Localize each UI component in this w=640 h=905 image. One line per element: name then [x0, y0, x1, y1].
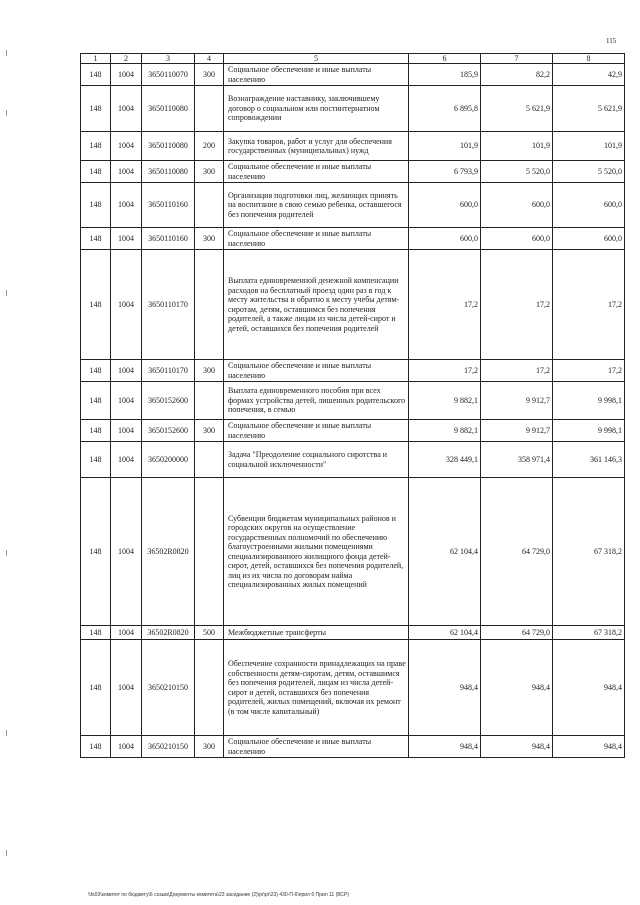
cell-target-article: 36502R0820 — [142, 626, 195, 640]
table-row — [81, 183, 625, 228]
cell-amount-col8: 600,0 — [553, 228, 625, 250]
cell-ministry-code: 148 — [81, 640, 111, 736]
cell-amount-col6: 101,9 — [409, 132, 481, 161]
cell-section-code: 1004 — [111, 228, 142, 250]
cell-target-article: 3650110170 — [142, 250, 195, 360]
table-row — [81, 228, 625, 250]
cell-target-article: 3650152600 — [142, 382, 195, 420]
cell-ministry-code: 148 — [81, 161, 111, 183]
cell-section-code: 1004 — [111, 250, 142, 360]
cell-amount-col8: 5 520,0 — [553, 161, 625, 183]
cell-amount-col7: 64 729,0 — [481, 626, 553, 640]
cell-expense-type — [195, 86, 224, 132]
cell-description: Социальное обеспечение и иные выплаты населению — [224, 420, 409, 442]
table-row — [81, 250, 625, 360]
cell-section-code: 1004 — [111, 86, 142, 132]
cell-amount-col7: 5 621,9 — [481, 86, 553, 132]
cell-amount-col6: 6 895,8 — [409, 86, 481, 132]
cell-expense-type: 300 — [195, 360, 224, 382]
cell-ministry-code: 148 — [81, 736, 111, 758]
cell-amount-col7: 600,0 — [481, 183, 553, 228]
cell-description: Задача "Преодоление социального сиротства и социальной исключенности" — [224, 442, 409, 478]
table-row — [81, 86, 625, 132]
cell-ministry-code: 148 — [81, 478, 111, 626]
cell-amount-col7: 9 912,7 — [481, 420, 553, 442]
cell-target-article: 3650110070 — [142, 64, 195, 86]
cell-ministry-code: 148 — [81, 64, 111, 86]
cell-expense-type: 300 — [195, 736, 224, 758]
cell-amount-col8: 600,0 — [553, 183, 625, 228]
cell-section-code: 1004 — [111, 640, 142, 736]
scan-edge-marks — [6, 30, 8, 890]
header-cell: 7 — [481, 54, 553, 64]
cell-expense-type — [195, 382, 224, 420]
footer-file-path: \\fs03\комитет по бюджету\6 созыв\Документы комитета\23 заседание (2)\pr\pr\23) 430-П-6\прил 6 Прил 11 (ВСР) — [88, 892, 350, 898]
cell-ministry-code: 148 — [81, 228, 111, 250]
cell-target-article: 3650110080 — [142, 161, 195, 183]
table-row — [81, 442, 625, 478]
cell-amount-col7: 17,2 — [481, 360, 553, 382]
cell-section-code: 1004 — [111, 626, 142, 640]
cell-target-article: 3650210150 — [142, 736, 195, 758]
cell-amount-col6: 62 104,4 — [409, 478, 481, 626]
cell-expense-type — [195, 183, 224, 228]
table-row — [81, 132, 625, 161]
cell-amount-col7: 64 729,0 — [481, 478, 553, 626]
cell-description: Социальное обеспечение и иные выплаты населению — [224, 228, 409, 250]
table-row — [81, 626, 625, 640]
cell-target-article: 3650110080 — [142, 132, 195, 161]
cell-amount-col8: 948,4 — [553, 640, 625, 736]
header-cell: 6 — [409, 54, 481, 64]
cell-amount-col6: 185,9 — [409, 64, 481, 86]
cell-ministry-code: 148 — [81, 420, 111, 442]
cell-amount-col6: 62 104,4 — [409, 626, 481, 640]
cell-ministry-code: 148 — [81, 382, 111, 420]
cell-section-code: 1004 — [111, 382, 142, 420]
cell-amount-col6: 328 449,1 — [409, 442, 481, 478]
cell-expense-type: 300 — [195, 64, 224, 86]
cell-amount-col8: 9 998,1 — [553, 420, 625, 442]
cell-section-code: 1004 — [111, 420, 142, 442]
cell-amount-col8: 5 621,9 — [553, 86, 625, 132]
cell-amount-col6: 600,0 — [409, 228, 481, 250]
header-cell: 1 — [81, 54, 111, 64]
cell-amount-col6: 9 882,1 — [409, 420, 481, 442]
cell-ministry-code: 148 — [81, 250, 111, 360]
cell-expense-type — [195, 442, 224, 478]
cell-section-code: 1004 — [111, 161, 142, 183]
cell-amount-col8: 361 146,3 — [553, 442, 625, 478]
cell-ministry-code: 148 — [81, 360, 111, 382]
table-row — [81, 64, 625, 86]
cell-target-article: 3650110160 — [142, 183, 195, 228]
header-cell: 3 — [142, 54, 195, 64]
cell-expense-type: 300 — [195, 420, 224, 442]
budget-table — [80, 53, 625, 758]
header-cell: 5 — [224, 54, 409, 64]
cell-target-article: 3650200000 — [142, 442, 195, 478]
cell-ministry-code: 148 — [81, 86, 111, 132]
cell-amount-col6: 6 793,9 — [409, 161, 481, 183]
cell-amount-col8: 67 318,2 — [553, 626, 625, 640]
cell-amount-col8: 17,2 — [553, 250, 625, 360]
cell-amount-col6: 9 882,1 — [409, 382, 481, 420]
cell-amount-col8: 101,9 — [553, 132, 625, 161]
cell-description: Выплата единовременного пособия при всех формах устройства детей, лишенных родительского попечения, в семью — [224, 382, 409, 420]
cell-amount-col7: 101,9 — [481, 132, 553, 161]
cell-expense-type — [195, 250, 224, 360]
table-row — [81, 360, 625, 382]
cell-description: Социальное обеспечение и иные выплаты населению — [224, 161, 409, 183]
cell-amount-col6: 948,4 — [409, 736, 481, 758]
cell-amount-col8: 17,2 — [553, 360, 625, 382]
header-row — [81, 54, 625, 64]
cell-ministry-code: 148 — [81, 183, 111, 228]
header-cell: 8 — [553, 54, 625, 64]
cell-amount-col8: 948,4 — [553, 736, 625, 758]
cell-amount-col7: 358 971,4 — [481, 442, 553, 478]
cell-target-article: 36502R0820 — [142, 478, 195, 626]
cell-section-code: 1004 — [111, 64, 142, 86]
cell-amount-col7: 948,4 — [481, 736, 553, 758]
cell-amount-col7: 82,2 — [481, 64, 553, 86]
table-row — [81, 736, 625, 758]
cell-expense-type — [195, 478, 224, 626]
cell-target-article: 3650110080 — [142, 86, 195, 132]
cell-section-code: 1004 — [111, 442, 142, 478]
cell-expense-type: 300 — [195, 161, 224, 183]
cell-target-article: 3650110170 — [142, 360, 195, 382]
cell-ministry-code: 148 — [81, 132, 111, 161]
cell-amount-col8: 9 998,1 — [553, 382, 625, 420]
cell-description: Субвенции бюджетам муниципальных районов и городских округов на осуществление государственных полномочий по обеспечению благоустроенными жилыми помещениями специализированного жилищного фонда детей-сирот, детей, оставшихся без попечения родителей, лиц из их числа по договорам найма специализированных жилых помещений — [224, 478, 409, 626]
cell-expense-type: 200 — [195, 132, 224, 161]
table-row — [81, 161, 625, 183]
cell-description: Социальное обеспечение и иные выплаты населению — [224, 64, 409, 86]
cell-amount-col7: 5 520,0 — [481, 161, 553, 183]
cell-amount-col7: 948,4 — [481, 640, 553, 736]
cell-description: Обеспечение сохранности принадлежащих на праве собственности детям-сиротам, детям, оставшимся без попечения родителей, лицам из числа детей-сирот и детей, оставшихся без попечения родителей, жилых помещений, включая их ремонт (в том числе капитальный) — [224, 640, 409, 736]
table-row — [81, 640, 625, 736]
cell-description: Организация подготовки лиц, желающих принять на воспитание в свою семью ребенка, оставшегося без попечения родителей — [224, 183, 409, 228]
cell-description: Закупка товаров, работ и услуг для обеспечения государственных (муниципальных) нужд — [224, 132, 409, 161]
cell-section-code: 1004 — [111, 478, 142, 626]
cell-amount-col6: 948,4 — [409, 640, 481, 736]
cell-amount-col7: 17,2 — [481, 250, 553, 360]
cell-description: Социальное обеспечение и иные выплаты населению — [224, 360, 409, 382]
header-cell: 4 — [195, 54, 224, 64]
table-row — [81, 420, 625, 442]
cell-expense-type — [195, 640, 224, 736]
cell-description: Межбюджетные трансферты — [224, 626, 409, 640]
cell-section-code: 1004 — [111, 736, 142, 758]
cell-amount-col8: 67 318,2 — [553, 478, 625, 626]
cell-amount-col7: 9 912,7 — [481, 382, 553, 420]
cell-amount-col6: 17,2 — [409, 250, 481, 360]
cell-ministry-code: 148 — [81, 626, 111, 640]
cell-description: Выплата единовременной денежной компенсации расходов на бесплатный проезд один раз в год к месту жительства и обратно к месту учебы детям-сиротам, детям, оставшимся без попечения родителей, а также лицам из числа детей-сирот и детей, оставшихся без попечения родителей — [224, 250, 409, 360]
cell-amount-col6: 17,2 — [409, 360, 481, 382]
cell-description: Социальное обеспечение и иные выплаты населению — [224, 736, 409, 758]
cell-target-article: 3650210150 — [142, 640, 195, 736]
page-number: 115 — [606, 37, 617, 45]
cell-expense-type: 500 — [195, 626, 224, 640]
table-row — [81, 478, 625, 626]
cell-description: Вознаграждение наставнику, заключившему договор о социальном или постинтернатном сопровождении — [224, 86, 409, 132]
cell-amount-col7: 600,0 — [481, 228, 553, 250]
cell-target-article: 3650152600 — [142, 420, 195, 442]
cell-ministry-code: 148 — [81, 442, 111, 478]
cell-target-article: 3650110160 — [142, 228, 195, 250]
cell-amount-col8: 42,9 — [553, 64, 625, 86]
cell-expense-type: 300 — [195, 228, 224, 250]
cell-section-code: 1004 — [111, 132, 142, 161]
table-row — [81, 382, 625, 420]
header-cell: 2 — [111, 54, 142, 64]
cell-amount-col6: 600,0 — [409, 183, 481, 228]
cell-section-code: 1004 — [111, 360, 142, 382]
cell-section-code: 1004 — [111, 183, 142, 228]
